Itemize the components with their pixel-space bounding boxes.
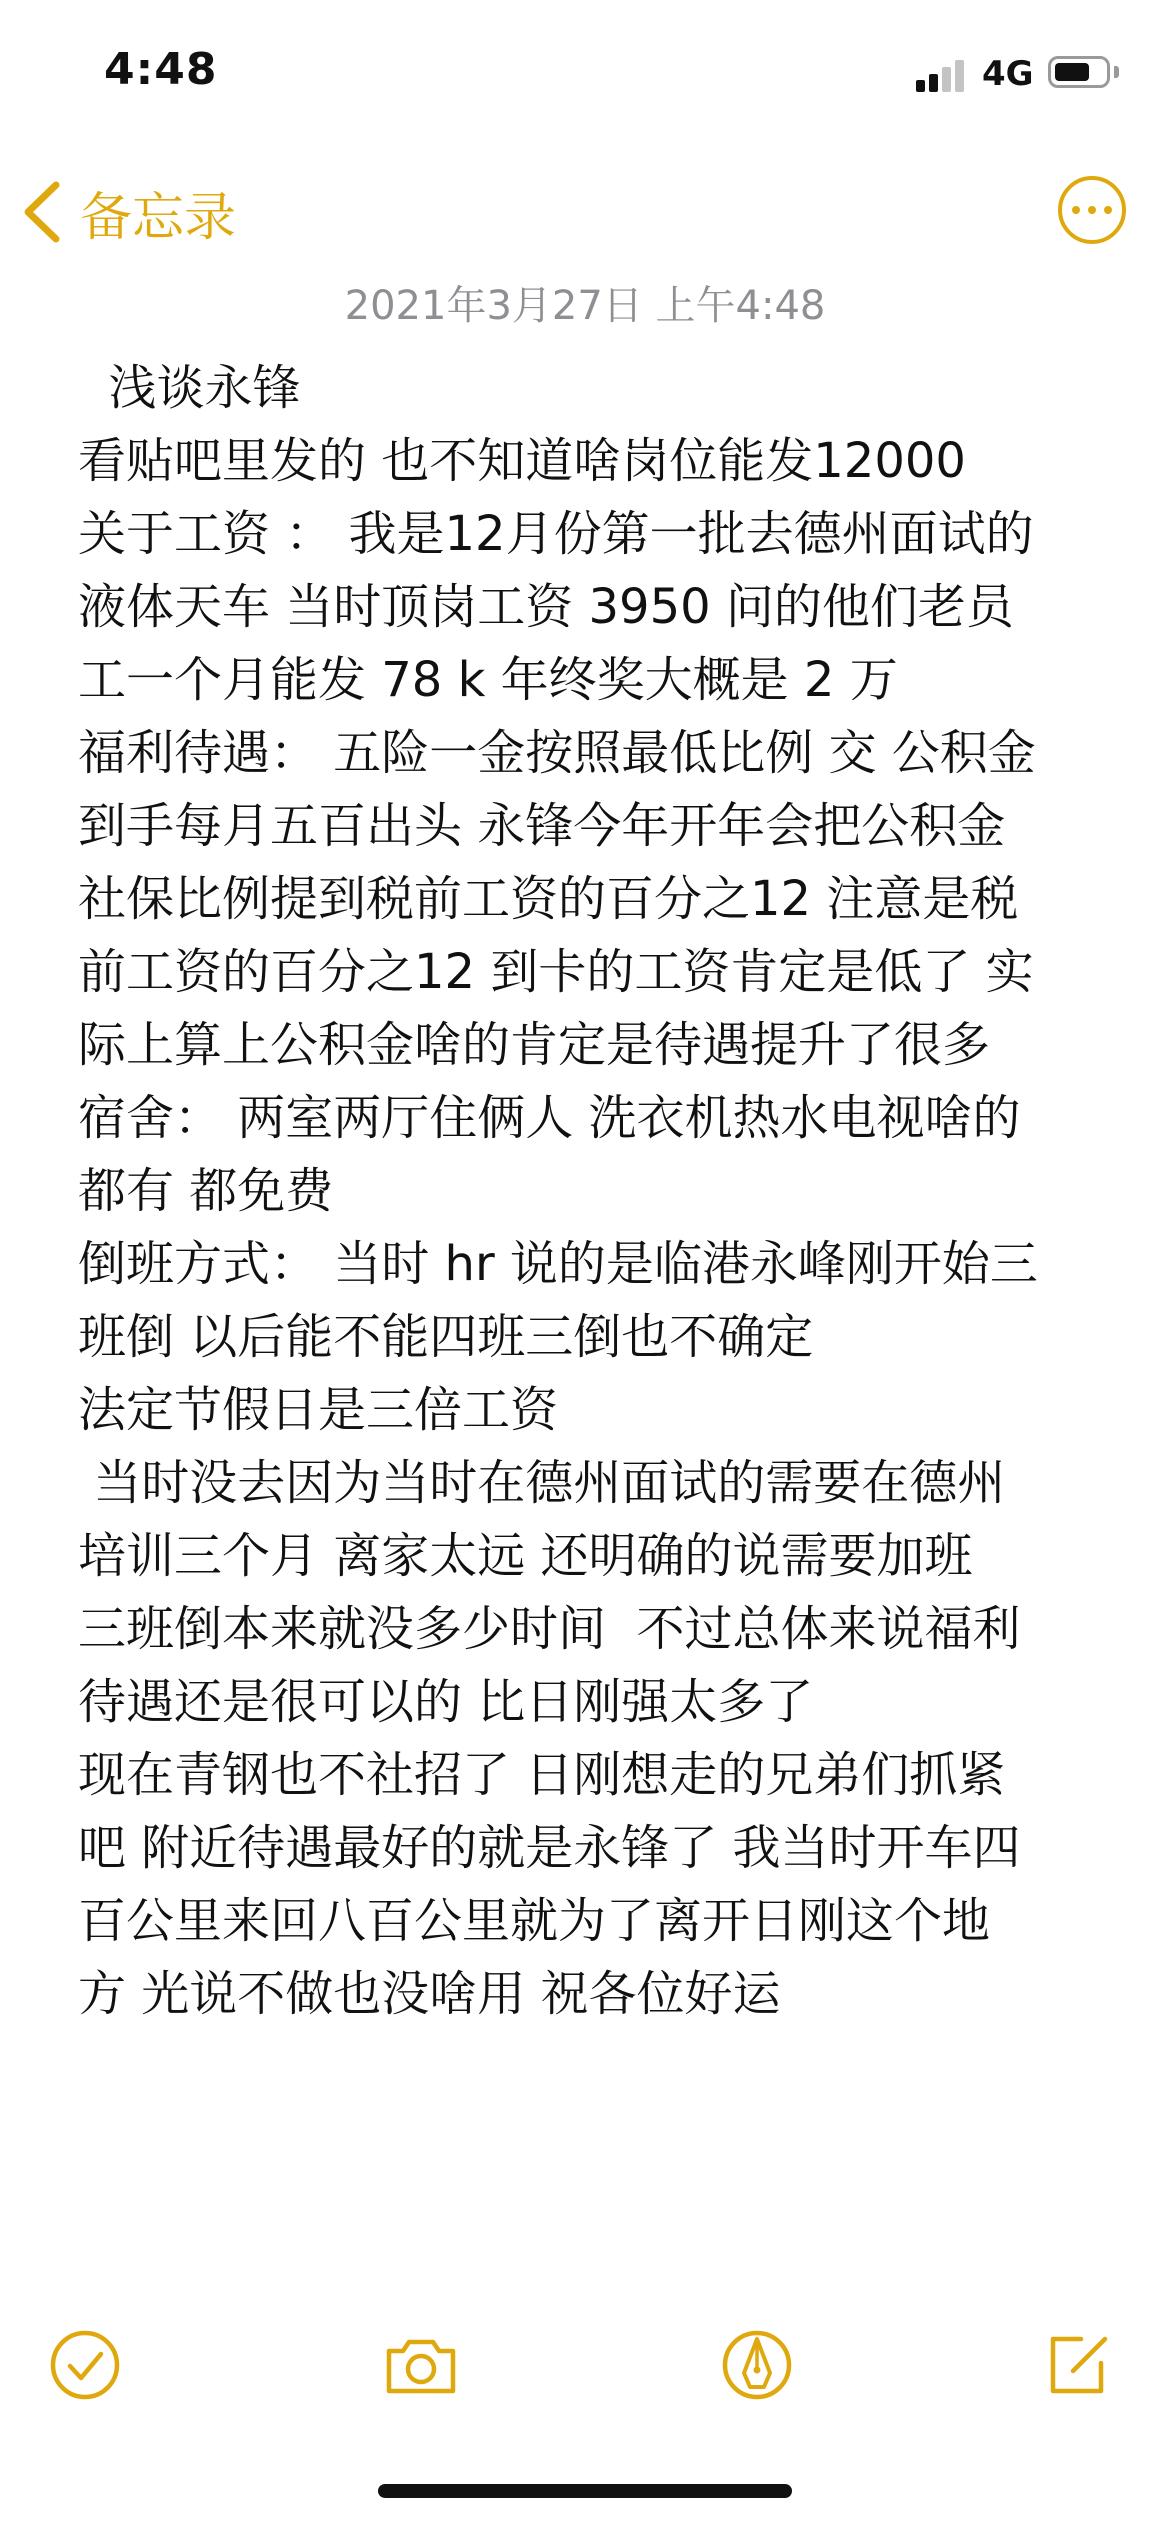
status-bar — [0, 0, 1170, 150]
note-line: 倒班方式： 当时 hr 说的是临港永峰刚开始三 — [78, 1236, 1038, 1292]
note-title: 浅谈永锋 — [78, 360, 301, 416]
note-line: 工一个月能发 78 k 年终奖大概是 2 万 — [78, 652, 898, 708]
note-line: 前工资的百分之12 到卡的工资肯定是低了 实 — [78, 944, 1034, 1000]
note-line: 三班倒本来就没多少时间 不过总体来说福利 — [78, 1601, 1021, 1657]
compose-icon — [1039, 2325, 1119, 2405]
note-line: 社保比例提到税前工资的百分之12 注意是税 — [78, 871, 1019, 927]
note-line: 到手每月五百出头 永锋今年开年会把公积金 — [78, 798, 1006, 854]
bottom-toolbar — [0, 2320, 1170, 2440]
note-line: 液体天车 当时顶岗工资 3950 问的他们老员 — [78, 579, 1014, 635]
note-line: 班倒 以后能不能四班三倒也不确定 — [78, 1309, 814, 1365]
note-line: 看贴吧里发的 也不知道啥岗位能发12000 — [78, 433, 966, 489]
checklist-button[interactable] — [40, 2320, 130, 2410]
back-button[interactable] — [20, 172, 236, 252]
markup-button[interactable] — [712, 2320, 802, 2410]
back-button-label: 备忘录 — [80, 187, 237, 248]
note-line: 都有 都免费 — [78, 1163, 334, 1219]
home-indicator[interactable] — [378, 2484, 792, 2498]
note-line: 关于工资 ： 我是12月份第一批去德州面试的 — [78, 506, 1034, 562]
status-time: 4:48 — [104, 44, 218, 95]
compose-button[interactable] — [1034, 2320, 1124, 2410]
network-type: 4G — [982, 54, 1034, 94]
more-options-button[interactable] — [1058, 176, 1126, 244]
note-line: 当时没去因为当时在德州面试的需要在德州 — [78, 1455, 1006, 1511]
note-body[interactable] — [78, 352, 1118, 2031]
note-line: 吧 附近待遇最好的就是永锋了 我当时开车四 — [78, 1820, 1021, 1876]
ellipsis-circle-icon — [1072, 206, 1080, 214]
checkmark-circle-icon — [45, 2325, 125, 2405]
note-line: 现在青钢也不社招了 日刚想走的兄弟们抓紧 — [78, 1747, 1006, 1803]
note-line: 培训三个月 离家太远 还明确的说需要加班 — [78, 1528, 973, 1584]
chevron-left-icon — [20, 179, 66, 245]
note-date: 2021年3月27日 上午4:48 — [344, 283, 826, 329]
note-line: 待遇还是很可以的 比日刚强太多了 — [78, 1674, 814, 1730]
note-line: 际上算上公积金啥的肯定是待遇提升了很多 — [78, 1017, 991, 1073]
camera-icon — [381, 2325, 461, 2405]
note-line: 法定节假日是三倍工资 — [78, 1382, 559, 1438]
note-line: 福利待遇： 五险一金按照最低比例 交 公积金 — [78, 725, 1036, 781]
cellular-signal-icon — [916, 58, 968, 92]
battery-tip — [1114, 66, 1119, 78]
note-line: 方 光说不做也没啥用 祝各位好运 — [78, 1966, 781, 2022]
camera-button[interactable] — [376, 2320, 466, 2410]
note-line: 百公里来回八百公里就为了离开日刚这个地 — [78, 1893, 991, 1949]
note-line: 宿舍： 两室两厅住俩人 洗衣机热水电视啥的 — [78, 1090, 1021, 1146]
pen-tip-circle-icon — [717, 2325, 797, 2405]
battery-icon — [1048, 56, 1110, 88]
